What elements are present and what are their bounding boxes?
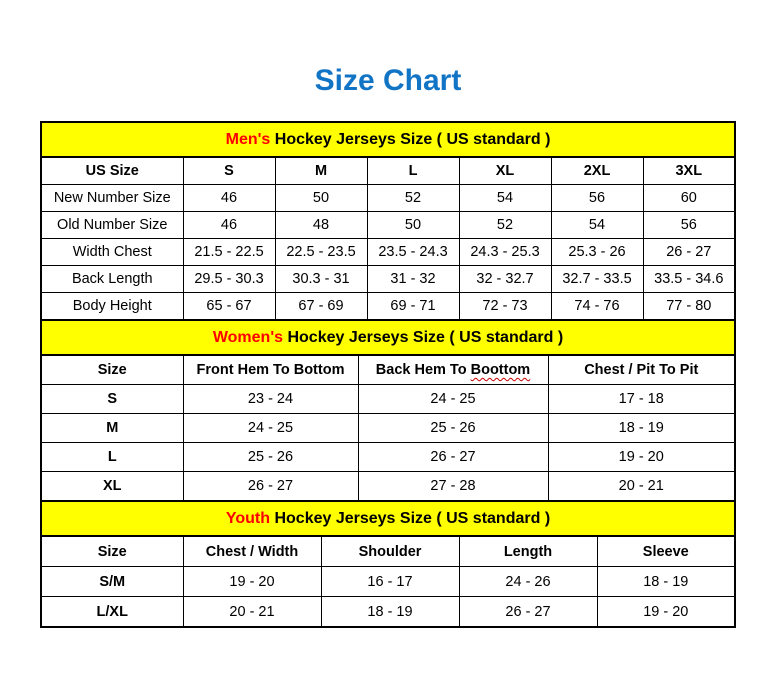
table-row: [41, 414, 735, 443]
women-col-front-hem: Front Hem To Bottom: [183, 355, 358, 385]
size-value-cell: 26 - 27: [459, 597, 597, 628]
men-col-s: S: [183, 157, 275, 185]
size-value-cell: 54: [459, 185, 551, 212]
size-value-cell: 26 - 27: [643, 239, 735, 266]
size-value-cell: 26 - 27: [183, 472, 358, 502]
table-row: [41, 385, 735, 414]
size-value-cell: 17 - 18: [548, 385, 735, 414]
table-row: [41, 597, 735, 628]
women-col-size: Size: [41, 355, 183, 385]
size-value-cell: 24 - 25: [358, 385, 548, 414]
size-value-cell: 18 - 19: [548, 414, 735, 443]
size-value-cell: 48: [275, 212, 367, 239]
back-hem-prefix: Back Hem To: [375, 362, 471, 378]
youth-col-size: Size: [41, 536, 183, 567]
womens-band-title: [41, 320, 735, 355]
size-value-cell: 16 - 17: [321, 567, 459, 597]
size-value-cell: 30.3 - 31: [275, 266, 367, 293]
size-value-cell: 25 - 26: [358, 414, 548, 443]
mens-section-band: [41, 122, 735, 157]
size-value-cell: 18 - 19: [321, 597, 459, 628]
mens-band-title: [41, 122, 735, 157]
size-value-cell: 56: [643, 212, 735, 239]
youth-band-title: [41, 501, 735, 536]
size-value-cell: 69 - 71: [367, 293, 459, 321]
size-value-cell: 24 - 25: [183, 414, 358, 443]
men-col-l: L: [367, 157, 459, 185]
youth-band-highlight: Youth: [225, 509, 271, 527]
row-header-cell: New Number Size: [41, 185, 183, 212]
table-row: [41, 472, 735, 502]
size-value-cell: 65 - 67: [183, 293, 275, 321]
size-value-cell: 50: [275, 185, 367, 212]
row-header-cell: XL: [41, 472, 183, 502]
size-value-cell: 32.7 - 33.5: [551, 266, 643, 293]
size-value-cell: 54: [551, 212, 643, 239]
row-header-cell: Body Height: [41, 293, 183, 321]
size-value-cell: 56: [551, 185, 643, 212]
youth-col-sleeve: Sleeve: [597, 536, 735, 567]
size-value-cell: 26 - 27: [358, 443, 548, 472]
size-value-cell: 23.5 - 24.3: [367, 239, 459, 266]
mens-header-row: [41, 157, 735, 185]
back-hem-misspelled-word: Boottom: [470, 362, 531, 378]
row-header-cell: S: [41, 385, 183, 414]
youth-col-length: Length: [459, 536, 597, 567]
men-col-us-size: US Size: [41, 157, 183, 185]
youth-col-chest-width: Chest / Width: [183, 536, 321, 567]
row-header-cell: L/XL: [41, 597, 183, 628]
size-value-cell: 52: [367, 185, 459, 212]
size-value-cell: 19 - 20: [183, 567, 321, 597]
size-value-cell: 67 - 69: [275, 293, 367, 321]
size-value-cell: 74 - 76: [551, 293, 643, 321]
mens-band-rest: Hockey Jerseys Size ( US standard ): [270, 130, 551, 148]
size-value-cell: 19 - 20: [548, 443, 735, 472]
mens-band-highlight: Men's: [225, 130, 271, 148]
womens-size-table: [40, 319, 736, 502]
size-value-cell: 24.3 - 25.3: [459, 239, 551, 266]
size-value-cell: 50: [367, 212, 459, 239]
row-header-cell: Width Chest: [41, 239, 183, 266]
row-header-cell: S/M: [41, 567, 183, 597]
size-value-cell: 33.5 - 34.6: [643, 266, 735, 293]
men-col-3xl: 3XL: [643, 157, 735, 185]
size-value-cell: 24 - 26: [459, 567, 597, 597]
row-header-cell: M: [41, 414, 183, 443]
table-row: [41, 185, 735, 212]
youth-size-table: [40, 500, 736, 628]
row-header-cell: Back Length: [41, 266, 183, 293]
size-value-cell: 27 - 28: [358, 472, 548, 502]
table-row: [41, 443, 735, 472]
size-value-cell: 20 - 21: [183, 597, 321, 628]
table-row: [41, 567, 735, 597]
womens-band-rest: Hockey Jerseys Size ( US standard ): [283, 328, 564, 346]
men-col-xl: XL: [459, 157, 551, 185]
size-value-cell: 77 - 80: [643, 293, 735, 321]
size-chart-tables: [40, 121, 734, 628]
youth-section-band: [41, 501, 735, 536]
table-row: [41, 293, 735, 321]
womens-section-band: [41, 320, 735, 355]
youth-col-shoulder: Shoulder: [321, 536, 459, 567]
table-row: [41, 239, 735, 266]
size-value-cell: 23 - 24: [183, 385, 358, 414]
size-value-cell: 25 - 26: [183, 443, 358, 472]
table-row: [41, 212, 735, 239]
size-value-cell: 22.5 - 23.5: [275, 239, 367, 266]
page-title: Size Chart: [314, 64, 462, 97]
women-col-chest-pit: Chest / Pit To Pit: [548, 355, 735, 385]
size-value-cell: 20 - 21: [548, 472, 735, 502]
size-value-cell: 46: [183, 212, 275, 239]
womens-header-row: [41, 355, 735, 385]
table-row: [41, 266, 735, 293]
size-value-cell: 46: [183, 185, 275, 212]
size-value-cell: 25.3 - 26: [551, 239, 643, 266]
youth-band-rest: Hockey Jerseys Size ( US standard ): [270, 509, 551, 527]
size-value-cell: 52: [459, 212, 551, 239]
size-value-cell: 31 - 32: [367, 266, 459, 293]
size-value-cell: 21.5 - 22.5: [183, 239, 275, 266]
women-col-back-hem: [358, 355, 548, 385]
mens-size-table: [40, 121, 736, 321]
size-value-cell: 32 - 32.7: [459, 266, 551, 293]
size-value-cell: 18 - 19: [597, 567, 735, 597]
youth-header-row: [41, 536, 735, 567]
size-value-cell: 72 - 73: [459, 293, 551, 321]
men-col-m: M: [275, 157, 367, 185]
size-value-cell: 60: [643, 185, 735, 212]
row-header-cell: L: [41, 443, 183, 472]
row-header-cell: Old Number Size: [41, 212, 183, 239]
size-value-cell: 29.5 - 30.3: [183, 266, 275, 293]
size-value-cell: 19 - 20: [597, 597, 735, 628]
men-col-2xl: 2XL: [551, 157, 643, 185]
womens-band-highlight: Women's: [212, 328, 284, 346]
